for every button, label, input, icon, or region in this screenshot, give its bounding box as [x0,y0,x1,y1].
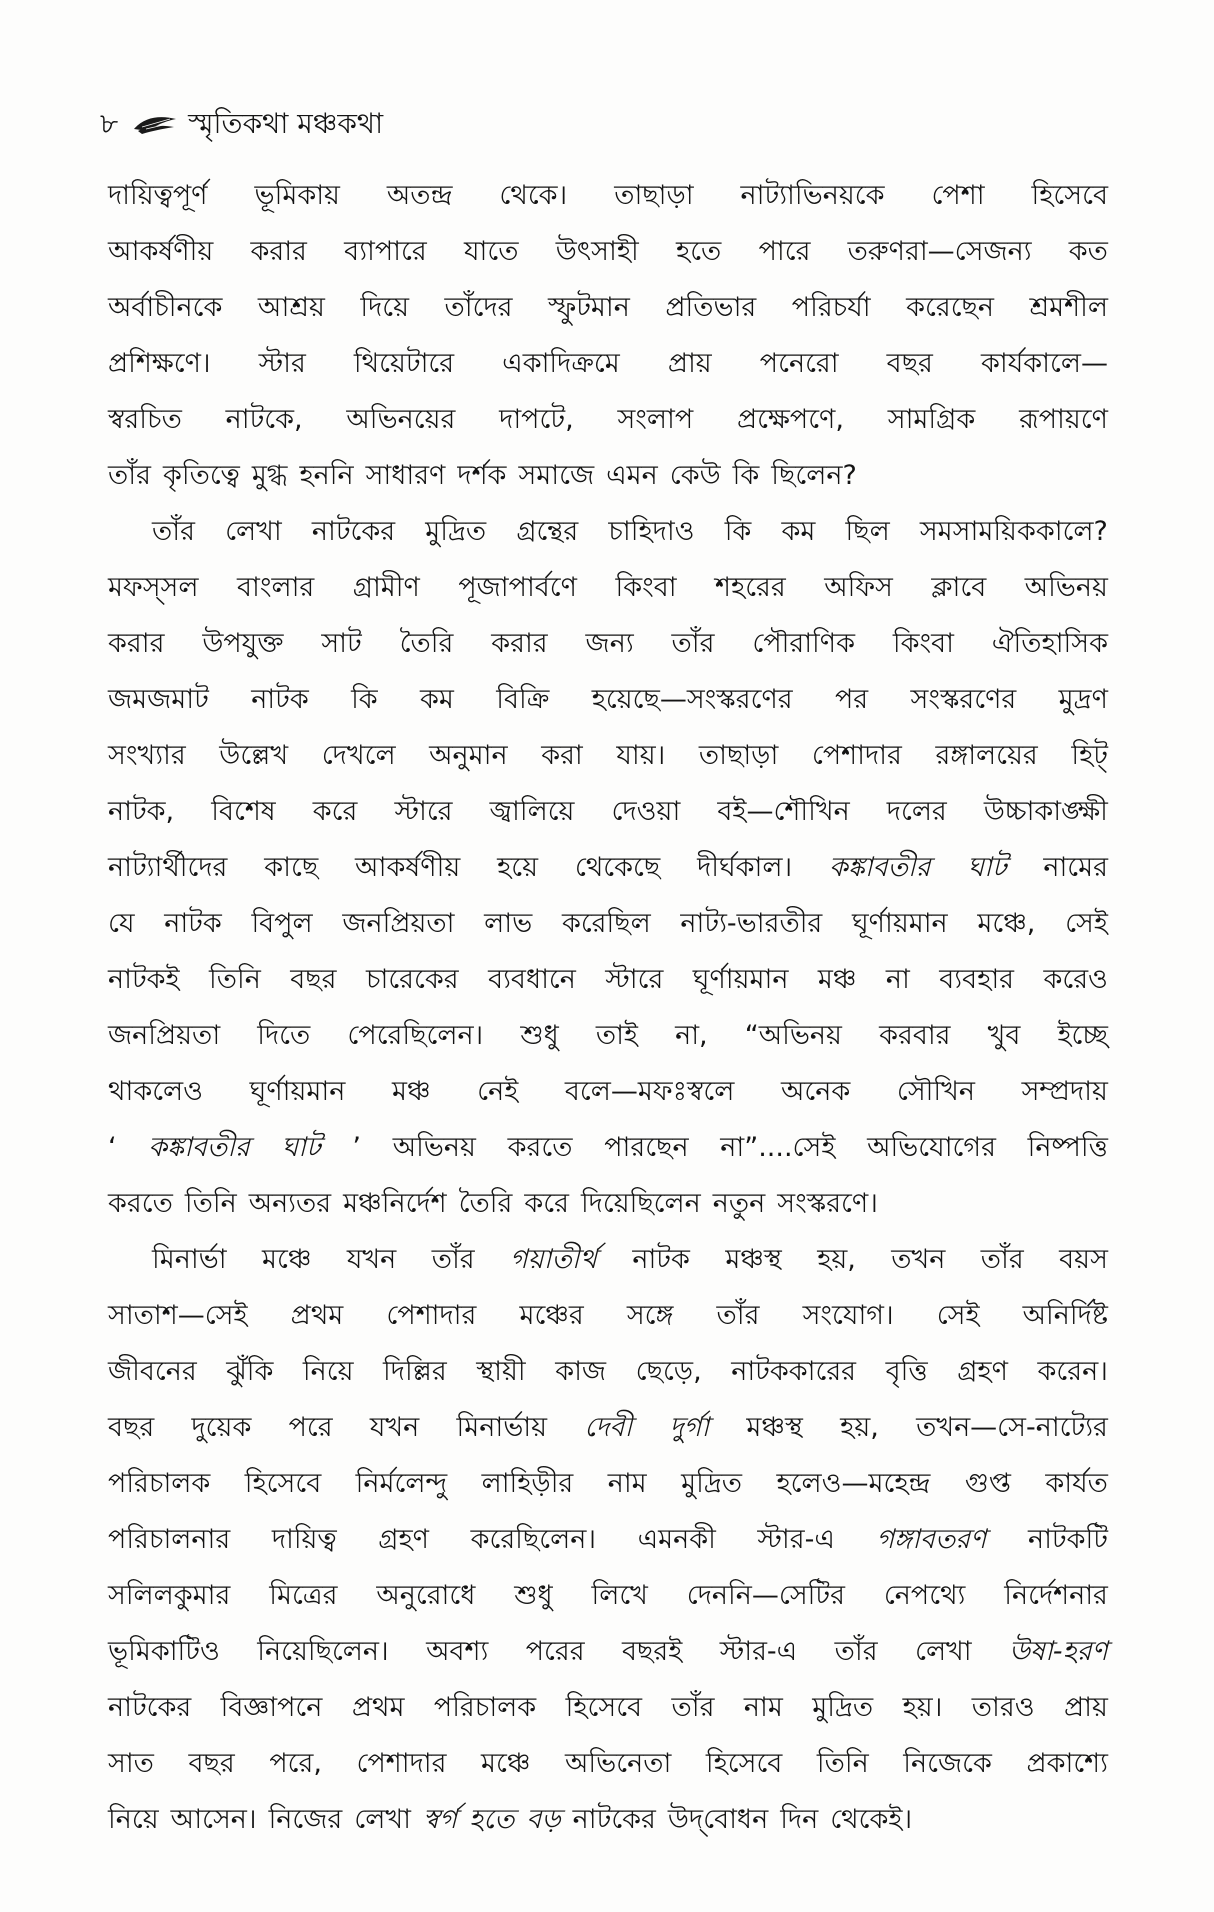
text-line: করার উপযুক্ত সাট তৈরি করার জন্য তাঁর পৌরাণিক কিংবা ঐতিহাসিক [108,628,1108,659]
text-line: নাট্যার্থীদের কাছে আকর্ষণীয় হয়ে থেকেছে দীর্ঘকাল। কঙ্কাবতীর ঘাট নামের [108,852,1108,883]
paragraph [108,1232,1108,1848]
text-line: সাত বছর পরে, পেশাদার মঞ্চে অভিনেতা হিসেবে তিনি নিজেকে প্রকাশ্যে [108,1748,1108,1779]
text-line: স্বরচিত নাটকে, অভিনয়ের দাপটে, সংলাপ প্রক্ষেপণে, সামগ্রিক রূপায়ণে [108,404,1108,435]
text-line: নাটকই তিনি বছর চারেকের ব্যবধানে স্টারে ঘূর্ণায়মান মঞ্চ না ব্যবহার করেও [108,964,1108,995]
text-line: নিয়ে আসেন। নিজের লেখা স্বর্গ হতে বড় নাটকের উদ্‌বোধন দিন থেকেই। [108,1804,913,1835]
text-line: তাঁর কৃতিত্বে মুগ্ধ হননি সাধারণ দর্শক সমাজে এমন কেউ কি ছিলেন? [108,460,857,491]
text-line: আকর্ষণীয় করার ব্যাপারে যাতে উৎসাহী হতে পারে তরুণরা—সেজন্য কত [108,236,1108,267]
text-line: জনপ্রিয়তা দিতে পেরেছিলেন। শুধু তাই না, “অভিনয় করবার খুব ইচ্ছে [108,1020,1108,1051]
text-line: পরিচালক হিসেবে নির্মলেন্দু লাহিড়ীর নাম মুদ্রিত হলেও—মহেন্দ্র গুপ্ত কার্যত [108,1468,1108,1499]
text-line: ভূমিকাটিও নিয়েছিলেন। অবশ্য পরের বছরই স্টার-এ তাঁর লেখা উষা-হরণ [108,1636,1108,1667]
paragraph [108,168,1108,504]
text-line: করতে তিনি অন্যতর মঞ্চনির্দেশ তৈরি করে দিয়েছিলেন নতুন সংস্করণে। [108,1188,878,1219]
running-head [100,106,383,142]
text-line: সলিলকুমার মিত্রের অনুরোধে শুধু লিখে দেননি—সেটির নেপথ্যে নির্দেশনার [108,1580,1108,1611]
text-line: দায়িত্বপূর্ণ ভূমিকায় অতন্দ্র থেকে। তাছাড়া নাট্যাভিনয়কে পেশা হিসেবে [108,180,1108,211]
page-number: ৮ [100,107,119,140]
text-line: যে নাটক বিপুল জনপ্রিয়তা লাভ করেছিল নাট্য-ভারতীর ঘূর্ণায়মান মঞ্চে, সেই [108,908,1108,939]
text-line: মিনার্ভা মঞ্চে যখন তাঁর গয়াতীর্থ নাটক মঞ্চস্থ হয়, তখন তাঁর বয়স [152,1244,1108,1275]
leaf-ornament-icon [132,113,178,135]
text-line: প্রশিক্ষণে। স্টার থিয়েটারে একাদিক্রমে প্রায় পনেরো বছর কার্যকালে— [108,348,1108,379]
text-line: মফস্সল বাংলার গ্রামীণ পূজাপার্বণে কিংবা শহরের অফিস ক্লাবে অভিনয় [108,572,1108,603]
text-line: অর্বাচীনকে আশ্রয় দিয়ে তাঁদের স্ফুটমান প্রতিভার পরিচর্যা করেছেন শ্রমশীল [108,292,1108,323]
text-line: সংখ্যার উল্লেখ দেখলে অনুমান করা যায়। তাছাড়া পেশাদার রঙ্গালয়ের হিট্ [108,740,1108,771]
text-line: জমজমাট নাটক কি কম বিক্রি হয়েছে—সংস্করণের পর সংস্করণের মুদ্রণ [108,684,1108,715]
book-title: স্মৃতিকথা মঞ্চকথা [188,107,384,140]
text-line: তাঁর লেখা নাটকের মুদ্রিত গ্রন্থের চাহিদাও কি কম ছিল সমসাময়িককালে? [152,516,1108,547]
text-line: বছর দুয়েক পরে যখন মিনার্ভায় দেবী দুর্গা মঞ্চস্থ হয়, তখন—সে-নাট্যের [108,1412,1108,1443]
text-line: জীবনের ঝুঁকি নিয়ে দিল্লির স্থায়ী কাজ ছেড়ে, নাটককারের বৃত্তি গ্রহণ করেন। [108,1356,1108,1387]
text-line: নাটকের বিজ্ঞাপনে প্রথম পরিচালক হিসেবে তাঁর নাম মুদ্রিত হয়। তারও প্রায় [108,1692,1108,1723]
text-line: ‘ কঙ্কাবতীর ঘাট ’ অভিনয় করতে পারছেন না”....সেই অভিযোগের নিষ্পত্তি [108,1132,1108,1163]
text-line: পরিচালনার দায়িত্ব গ্রহণ করেছিলেন। এমনকী স্টার-এ গঙ্গাবতরণ নাটকটি [108,1524,1108,1555]
text-line: থাকলেও ঘূর্ণায়মান মঞ্চ নেই বলে—মফঃস্বলে অনেক সৌখিন সম্প্রদায় [108,1076,1108,1107]
paragraph [108,504,1108,1232]
text-line: সাতাশ—সেই প্রথম পেশাদার মঞ্চের সঙ্গে তাঁর সংযোগ। সেই অনির্দিষ্ট [108,1300,1108,1331]
text-line: নাটক, বিশেষ করে স্টারে জ্বালিয়ে দেওয়া বই—শৌখিন দলের উচ্চাকাঙ্ক্ষী [108,796,1108,827]
body-text [108,168,1108,1848]
